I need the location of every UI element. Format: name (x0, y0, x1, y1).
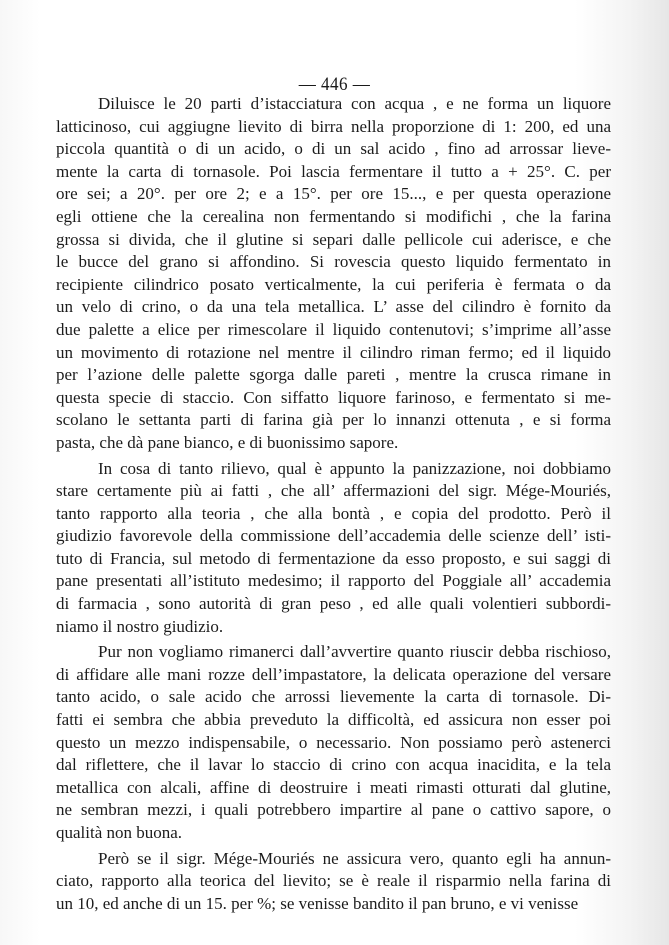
text-line: grossa si divida, che il glutine si separi dalle pellicole cui aderisce, e che (56, 229, 611, 249)
text-line: tuto di Francia, sul metodo di fermentazione da esso proposto, e sui saggi di (56, 548, 611, 568)
paragraph (56, 848, 611, 916)
text-line: per l’azione delle palette sgorga dalle pareti , mentre la crusca rimane in (56, 365, 611, 385)
text-line: ne sembran mezzi, i quali potrebbero impartire al pane o cattivo sapore, o (56, 800, 611, 820)
text-line: tanto rapporto alla teoria , che alla bontà , e copia del prodotto. Però il (56, 503, 611, 523)
text-line: tanto acido, o sale acido che arrossi lievemente la carta di tornasole. Di- (56, 687, 611, 707)
text-line: In cosa di tanto rilievo, qual è appunto la panizzazione, noi dobbiamo (98, 458, 611, 478)
text-line: le bucce del grano si affondino. Si rovescia questo liquido fermentato in (56, 252, 611, 272)
text-line: fatti ei sembra che abbia preveduto la difficoltà, ed assicura non esser poi (56, 710, 611, 730)
paragraph (56, 93, 611, 455)
text-line: Però se il sigr. Mége-Mouriés ne assicura vero, quanto egli ha annun- (98, 848, 611, 868)
text-line: ore sei; a 20°. per ore 2; e a 15°. per ore 15..., e per questa operazione (56, 184, 611, 204)
text-line: giudizio favorevole della commissione dell’accademia delle scienze dell’ isti- (56, 526, 611, 546)
text-line: questa specie di staccio. Con siffatto liquore farinoso, e fermentato si me- (56, 387, 611, 407)
text-line: niamo il nostro giudizio. (56, 616, 224, 636)
text-line: mente la carta di tornasole. Poi lascia fermentare il tutto a + 25°. C. per (56, 161, 611, 181)
text-line: ciato, rapporto alla teorica del lievito; se è reale il risparmio nella farina di (56, 871, 611, 891)
text-line: di farmacia , sono autorità di gran peso , ed alle quali volentieri subbordi- (56, 594, 611, 614)
paragraph (56, 458, 611, 639)
text-line: Diluisce le 20 parti d’istacciatura con acqua , e ne forma un liquore (98, 94, 611, 113)
text-line: pasta, che dà pane bianco, e di buonissimo sapore. (56, 432, 399, 452)
body-text (56, 93, 611, 915)
text-line: recipiente cilindrico posato verticalmente, la cui periferia è fermata o da (56, 274, 611, 294)
text-line: egli ottiene che la cerealina non fermentando si modifichi , che la farina (56, 206, 611, 226)
text-line: di affidare alle mani rozze dell’impastatore, la delicata operazione del versare (56, 664, 611, 684)
text-line: scolano le settanta parti di farina già per lo innanzi ottenuta , e si forma (56, 410, 611, 430)
text-line: Pur non vogliamo rimanerci dall’avvertire quanto riuscir debba rischioso, (98, 642, 611, 662)
text-line: un movimento di rotazione nel mentre il cilindro riman fermo; ed il liquido (56, 342, 611, 362)
paragraph (56, 641, 611, 844)
page-number: — 446 — (298, 74, 371, 95)
text-line: un 10, ed anche di un 15. per %; se venisse bandito il pan bruno, e vi venisse (56, 893, 579, 913)
text-line: qualità non buona. (56, 823, 183, 842)
text-line: piccola quantità o di un acido, o di un sal acido , fino ad arrossar lieve- (56, 139, 611, 159)
text-line: latticinoso, cui aggiugne lievito di birra nella proporzione di 1: 200, ed una (56, 116, 611, 136)
text-line: metallica con alcali, affine di deostruire i meati rimasti otturati dal glutine, (56, 777, 611, 797)
text-line: stare certamente più ai fatti , che all’ affermazioni del sigr. Mége-Mouriés, (56, 481, 611, 501)
text-line: pane presentati all’istituto medesimo; il rapporto del Poggiale all’ accademia (56, 571, 611, 591)
text-line: due palette a elice per rimescolare il liquido contenutovi; s’imprime all’asse (56, 319, 611, 339)
text-line: questo un mezzo indispensabile, o necessario. Non possiamo però astenerci (56, 732, 611, 752)
text-line: un velo di crino, o da una tela metallica. L’ asse del cilindro è fornito da (56, 297, 611, 317)
text-line: dal riflettere, che il lavar lo staccio di crino con acqua inacidita, e la tela (56, 755, 611, 775)
